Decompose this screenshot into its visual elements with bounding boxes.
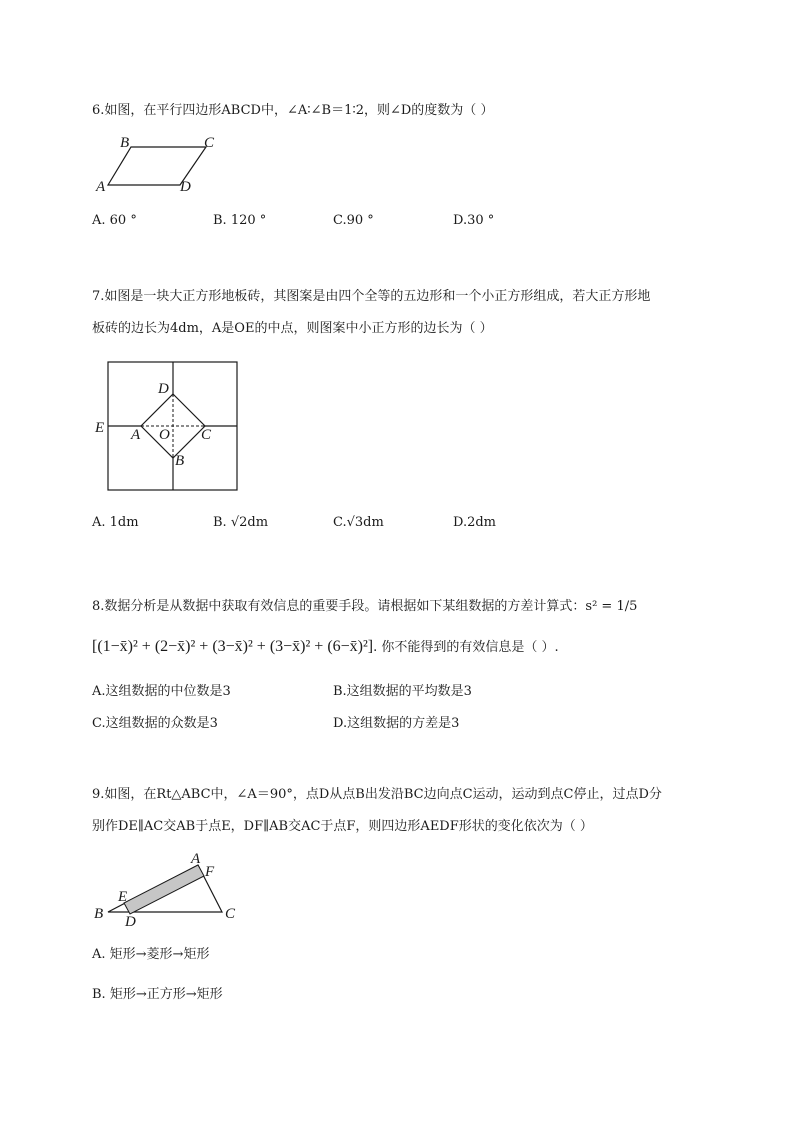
q8-text-line1: 8.数据分析是从数据中获取有效信息的重要手段。请根据如下某组数据的方差计算式：s² = 1/5 bbox=[92, 599, 638, 614]
q7-option-d[interactable]: D.2dm bbox=[453, 515, 497, 530]
label-b: B bbox=[120, 135, 130, 151]
label-c: C bbox=[225, 906, 236, 922]
q9-text-line2: 别作DE∥AC交AB于点E，DF∥AB交AC于点F，则四边形AEDF形状的变化依次为（ ） bbox=[92, 819, 593, 834]
q7-option-c[interactable]: C.√3dm bbox=[333, 515, 384, 530]
parallelogram-shape bbox=[108, 147, 206, 185]
label-c: C bbox=[201, 427, 212, 443]
quadrilateral-aedf bbox=[124, 865, 204, 914]
label-f: F bbox=[205, 864, 215, 880]
q6-parallelogram-figure bbox=[92, 132, 232, 198]
q6-option-a[interactable]: A. 60 ° bbox=[92, 213, 137, 228]
label-b: B bbox=[94, 906, 104, 922]
variance-formula: [(1−x̄)² + (2−x̄)² + (3−x̄)² + (3−x̄)² + (6−x̄)²] bbox=[92, 638, 374, 655]
label-e: E bbox=[118, 889, 128, 905]
q6-text: 6.如图，在平行四边形ABCD中，∠A∶∠B＝1∶2，则∠D的度数为（ ） bbox=[92, 103, 494, 118]
q8-option-d[interactable]: D.这组数据的方差是3 bbox=[333, 716, 460, 731]
q7-option-b[interactable]: B. √2dm bbox=[213, 515, 269, 530]
label-o: O bbox=[159, 427, 170, 443]
q7-text-line1: 7.如图是一块大正方形地板砖，其图案是由四个全等的五边形和一个小正方形组成，若大正方形地 bbox=[92, 289, 651, 304]
label-a: A bbox=[131, 427, 141, 443]
q9-text-line1: 9.如图，在Rt△ABC中，∠A＝90°，点D从点B出发沿BC边向点C运动，运动到点C停止，过点D分 bbox=[92, 787, 662, 802]
q9-option-a[interactable]: A. 矩形→菱形→矩形 bbox=[92, 947, 210, 962]
q8-text-tail: . 你不能得到的有效信息是（ ）. bbox=[373, 640, 559, 655]
label-d: D bbox=[125, 914, 136, 928]
label-d: D bbox=[158, 381, 169, 397]
q6-option-d[interactable]: D.30 ° bbox=[453, 213, 495, 228]
q8-option-a[interactable]: A.这组数据的中位数是3 bbox=[92, 684, 231, 699]
q7-square-tile-figure bbox=[92, 355, 244, 495]
q8-option-c[interactable]: C.这组数据的众数是3 bbox=[92, 716, 218, 731]
label-a: A bbox=[191, 851, 201, 867]
q9-triangle-figure bbox=[92, 846, 252, 928]
label-c: C bbox=[204, 135, 215, 151]
q8-option-b[interactable]: B.这组数据的平均数是3 bbox=[333, 684, 472, 699]
q9-option-b[interactable]: B. 矩形→正方形→矩形 bbox=[92, 987, 223, 1002]
label-a: A bbox=[96, 179, 106, 195]
q6-option-b[interactable]: B. 120 ° bbox=[213, 213, 267, 228]
label-d: D bbox=[180, 179, 191, 195]
label-e: E bbox=[95, 420, 105, 436]
label-b: B bbox=[175, 453, 185, 469]
q8-formula-line bbox=[92, 637, 559, 658]
q6-option-c[interactable]: C.90 ° bbox=[333, 213, 374, 228]
q7-option-a[interactable]: A. 1dm bbox=[92, 515, 139, 530]
q7-text-line2: 板砖的边长为4dm，A是OE的中点，则图案中小正方形的边长为（ ） bbox=[92, 321, 493, 336]
